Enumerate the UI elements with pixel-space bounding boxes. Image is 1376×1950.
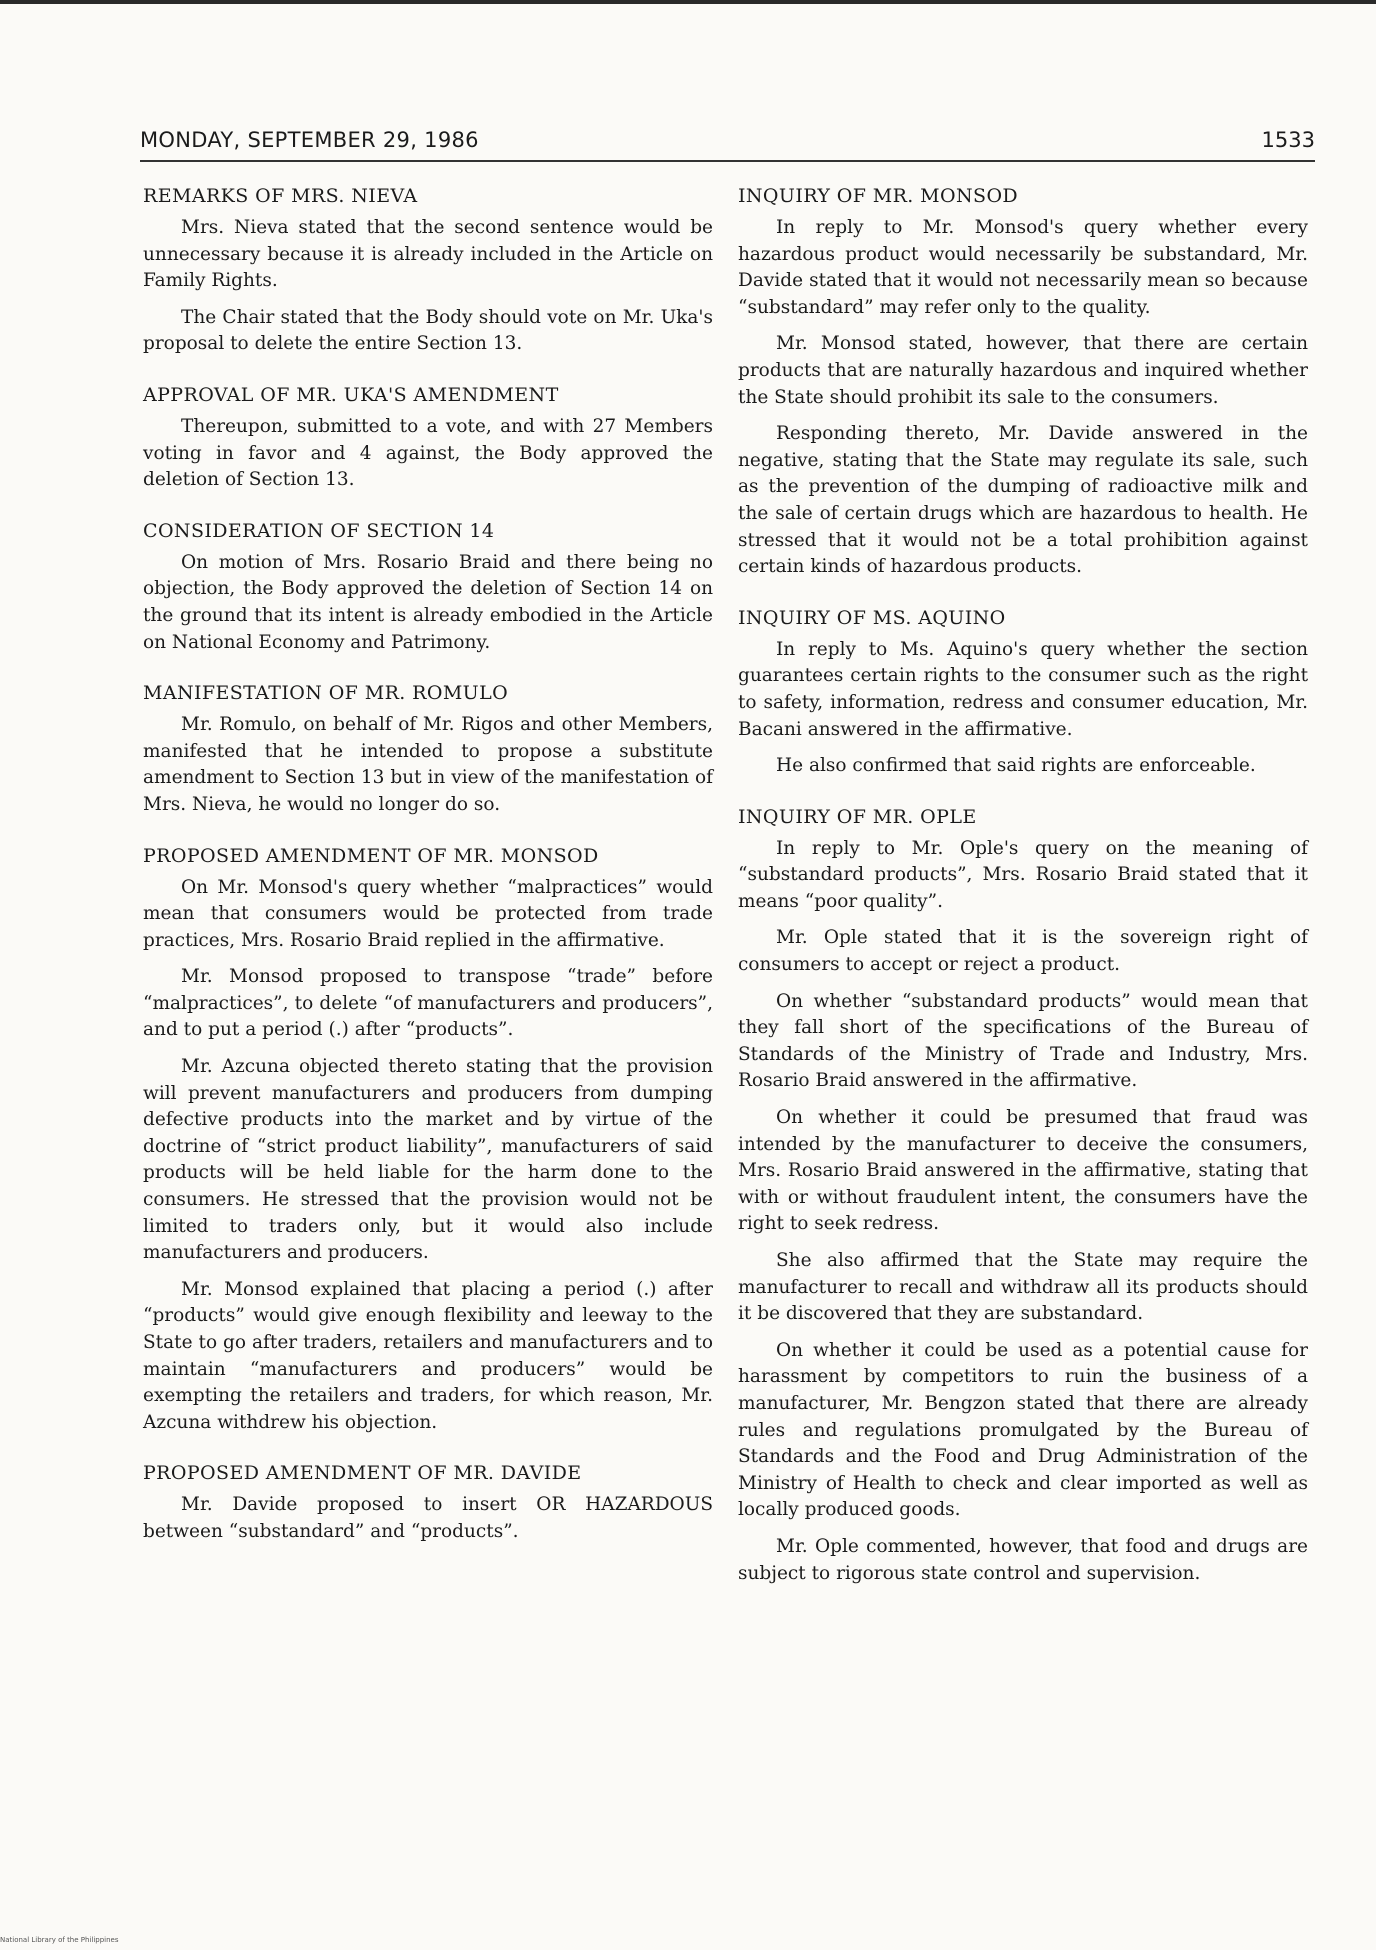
paragraph: Mr. Monsod proposed to transpose “trade” before “malpractices”, to delete “of manufacturers and producers”, and to put a period (.) after “products”. [143, 966, 713, 1041]
section-inquiry-of-mr-ople [738, 806, 1308, 1587]
section-heading: PROPOSED AMENDMENT OF MR. DAVIDE [143, 1462, 582, 1485]
section-remarks-of-mrs-nieva [143, 185, 713, 358]
section-inquiry-of-ms-aquino [738, 607, 1308, 780]
left-column [143, 185, 713, 1572]
paragraph: Mr. Ople commented, however, that food and drugs are subject to rigorous state control and supervision. [738, 1535, 1308, 1584]
paragraph: Responding thereto, Mr. Davide answered in the negative, stating that the State may regulate its sale, such as the prevention of the dumping of radioactive milk and the sale of certain drugs which are hazardous to health. He stressed that it would not be a total prohibition against certain kinds of hazardous products. [738, 423, 1308, 578]
section-heading: PROPOSED AMENDMENT OF MR. MONSOD [143, 844, 599, 867]
section-proposed-amendment-of-mr-davide [143, 1462, 713, 1545]
paragraph: On whether it could be used as a potential cause for harassment by competitors to ruin the business of a manufacturer, Mr. Bengzon stated that there are already rules and regulations promulgated by the Bureau of Standards and the Food and Drug Administration of the Ministry of Health to check and clear imported as well as locally produced goods. [738, 1339, 1308, 1521]
section-heading: APPROVAL OF MR. UKA'S AMENDMENT [143, 383, 559, 406]
top-border-rule [0, 0, 1376, 10]
section-heading: INQUIRY OF MS. AQUINO [738, 606, 1006, 629]
section-approval-of-mr-uka-s-amendment [143, 384, 713, 494]
paragraph: She also affirmed that the State may require the manufacturer to recall and withdraw all its products should it be discovered that they are substandard. [738, 1250, 1308, 1325]
paragraph: Mrs. Nieva stated that the second sentence would be unnecessary because it is already included in the Article on Family Rights. [143, 217, 713, 292]
section-heading: CONSIDERATION OF SECTION 14 [143, 519, 495, 542]
section-inquiry-of-mr-monsod [738, 185, 1308, 581]
header-date: MONDAY, SEPTEMBER 29, 1986 [140, 128, 479, 152]
footer-source-note: National Library of the Philippines [0, 1936, 119, 1944]
paragraph: He also confirmed that said rights are enforceable. [776, 755, 1256, 777]
paragraph: On whether it could be presumed that fraud was intended by the manufacturer to deceive the consumers, Mrs. Rosario Braid answered in the affirmative, stating that with or without fraudulent intent, the consumers have the right to seek redress. [738, 1107, 1308, 1235]
section-heading: INQUIRY OF MR. MONSOD [738, 185, 1019, 207]
paragraph: Mr. Monsod explained that placing a period (.) after “products” would give enough flexibility and leeway to the State to go after traders, retailers and manufacturers and to maintain “manufacturers and producers” would be exempting the retailers and traders, for which reason, Mr. Azcuna withdrew his objection. [143, 1278, 713, 1433]
page-header [140, 128, 1315, 160]
page-number: 1533 [1261, 128, 1315, 152]
paragraph: Mr. Davide proposed to insert OR HAZARDOUS between “substandard” and “products”. [143, 1494, 713, 1542]
paragraph: On Mr. Monsod's query whether “malpractices” would mean that consumers would be protected from trade practices, Mrs. Rosario Braid replied in the affirmative. [143, 876, 713, 951]
paragraph: On motion of Mrs. Rosario Braid and there being no objection, the Body approved the deletion of Section 14 on the ground that its intent is already embodied in the Article on National Economy and Patrimony. [143, 551, 713, 653]
paragraph: Mr. Romulo, on behalf of Mr. Rigos and other Members, manifested that he intended to propose a substitute amendment to Section 13 but in view of the manifestation of Mrs. Nieva, he would no longer do so. [143, 714, 713, 815]
paragraph: Mr. Ople stated that it is the sovereign right of consumers to accept or reject a product. [738, 927, 1308, 976]
paragraph: In reply to Mr. Monsod's query whether every hazardous product would necessarily be substandard, Mr. Davide stated that it would not necessarily mean so because “substandard” may refer only to the quality. [738, 217, 1308, 318]
section-heading: MANIFESTATION OF MR. ROMULO [143, 682, 509, 705]
header-rule [140, 160, 1315, 162]
paragraph: On whether “substandard products” would mean that they fall short of the specifications of the Bureau of Standards of the Ministry of Trade and Industry, Mrs. Rosario Braid answered in the affirmative. [738, 990, 1308, 1092]
section-heading: REMARKS OF MRS. NIEVA [143, 185, 418, 207]
paragraph: Mr. Monsod stated, however, that there are certain products that are naturally hazardous and inquired whether the State should prohibit its sale to the consumers. [738, 333, 1308, 408]
paragraph: Thereupon, submitted to a vote, and with 27 Members voting in favor and 4 against, the Body approved the deletion of Section 13. [143, 415, 713, 491]
paragraph: In reply to Mr. Ople's query on the meaning of “substandard products”, Mrs. Rosario Braid stated that it means “poor quality”. [738, 837, 1308, 912]
section-heading: INQUIRY OF MR. OPLE [738, 805, 977, 828]
section-consideration-of-section-14 [143, 520, 713, 656]
paragraph: Mr. Azcuna objected thereto stating that the provision will prevent manufacturers and producers from dumping defective products into the market and by virtue of the doctrine of “strict product liability”, manufacturers of said products will be held liable for the harm done to the consumers. He stressed that the provision would not be limited to traders only, but it would also include manufacturers and producers. [143, 1056, 713, 1264]
paragraph: The Chair stated that the Body should vote on Mr. Uka's proposal to delete the entire Section 13. [143, 306, 713, 355]
section-proposed-amendment-of-mr-monsod [143, 845, 713, 1437]
section-manifestation-of-mr-romulo [143, 682, 713, 818]
right-column [738, 185, 1308, 1613]
paragraph: In reply to Ms. Aquino's query whether the section guarantees certain rights to the consumer such as the right to safety, information, redress and consumer education, Mr. Bacani answered in the affirmative. [738, 638, 1308, 740]
